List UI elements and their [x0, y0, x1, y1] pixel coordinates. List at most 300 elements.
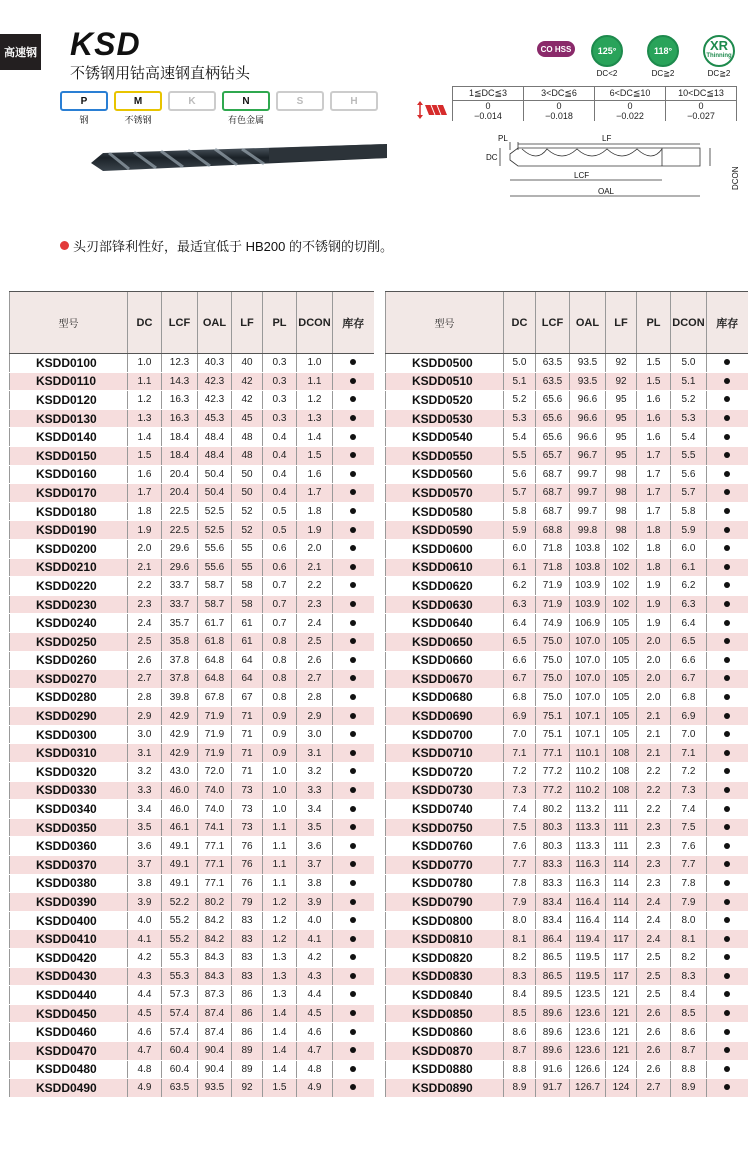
table-row — [10, 372, 374, 391]
value-cell: 5.5 — [671, 446, 707, 465]
col-oal: OAL — [198, 292, 232, 354]
value-cell: 84.2 — [198, 911, 232, 930]
stock-cell — [707, 949, 748, 968]
in-stock-icon — [350, 750, 356, 756]
value-cell: 3.9 — [128, 893, 162, 912]
table-row — [10, 930, 374, 949]
model-cell: KSDD0270 — [10, 670, 128, 689]
value-cell: 95 — [606, 391, 637, 410]
value-cell: 2.3 — [637, 856, 671, 875]
value-cell: 74.1 — [198, 818, 232, 837]
value-cell: 52.5 — [198, 521, 232, 540]
model-cell: KSDD0510 — [386, 372, 504, 391]
value-cell: 71.9 — [198, 707, 232, 726]
stock-cell — [333, 632, 374, 651]
in-stock-icon — [350, 694, 356, 700]
value-cell: 83 — [232, 911, 263, 930]
in-stock-icon — [350, 396, 356, 402]
value-cell: 3.4 — [297, 800, 333, 819]
col-dcon: DCON — [671, 292, 707, 354]
value-cell: 89.6 — [536, 1041, 570, 1060]
in-stock-icon — [724, 452, 730, 458]
value-cell: 37.8 — [162, 651, 198, 670]
stock-cell — [333, 595, 374, 614]
in-stock-icon — [350, 452, 356, 458]
stock-cell — [707, 670, 748, 689]
table-row — [386, 1060, 748, 1079]
value-cell: 14.3 — [162, 372, 198, 391]
stock-cell — [333, 614, 374, 633]
value-cell: 2.5 — [637, 949, 671, 968]
stock-cell — [707, 391, 748, 410]
value-cell: 83.4 — [536, 911, 570, 930]
value-cell: 86.5 — [536, 967, 570, 986]
stock-cell — [333, 354, 374, 373]
in-stock-icon — [724, 954, 730, 960]
value-cell: 1.2 — [263, 930, 297, 949]
value-cell: 46.1 — [162, 818, 198, 837]
value-cell: 64 — [232, 651, 263, 670]
value-cell: 5.8 — [671, 502, 707, 521]
value-cell: 0.8 — [263, 632, 297, 651]
value-cell: 1.3 — [263, 986, 297, 1005]
model-cell: KSDD0390 — [10, 893, 128, 912]
badge-caption: DC<2 — [596, 69, 618, 78]
value-cell: 114 — [606, 874, 637, 893]
value-cell: 0.3 — [263, 372, 297, 391]
value-cell: 2.8 — [297, 688, 333, 707]
value-cell: 126.6 — [570, 1060, 606, 1079]
value-cell: 1.8 — [297, 502, 333, 521]
stock-cell — [707, 781, 748, 800]
value-cell: 1.2 — [263, 893, 297, 912]
model-cell: KSDD0250 — [10, 632, 128, 651]
value-cell: 117 — [606, 949, 637, 968]
table-row — [386, 707, 748, 726]
value-cell: 1.1 — [263, 874, 297, 893]
value-cell: 18.4 — [162, 446, 198, 465]
value-cell: 4.1 — [128, 930, 162, 949]
value-cell: 3.3 — [297, 781, 333, 800]
value-cell: 1.0 — [297, 354, 333, 373]
in-stock-icon — [724, 973, 730, 979]
table-row — [386, 1004, 748, 1023]
value-cell: 2.1 — [128, 558, 162, 577]
value-cell: 0.9 — [263, 707, 297, 726]
stock-cell — [333, 874, 374, 893]
in-stock-icon — [350, 824, 356, 830]
product-subtitle: 不锈钢用钴高速钢直柄钻头 — [70, 65, 251, 82]
value-cell: 119.5 — [570, 949, 606, 968]
table-row — [10, 967, 374, 986]
material-code-box: S — [276, 91, 324, 111]
value-cell: 42.9 — [162, 744, 198, 763]
in-stock-icon — [724, 620, 730, 626]
table-row — [10, 484, 374, 503]
value-cell: 83 — [232, 949, 263, 968]
value-cell: 99.7 — [570, 484, 606, 503]
material-p — [60, 91, 108, 125]
tolerance-lower: −0.018 — [524, 111, 595, 121]
value-cell: 7.1 — [671, 744, 707, 763]
tolerance-table — [452, 86, 737, 121]
stock-cell — [707, 874, 748, 893]
value-cell: 63.5 — [536, 372, 570, 391]
table-row — [10, 874, 374, 893]
value-cell: 2.2 — [637, 800, 671, 819]
value-cell: 3.6 — [297, 837, 333, 856]
value-cell: 75.1 — [536, 707, 570, 726]
value-cell: 7.3 — [504, 781, 536, 800]
in-stock-icon — [724, 527, 730, 533]
value-cell: 7.4 — [671, 800, 707, 819]
value-cell: 2.3 — [637, 874, 671, 893]
value-cell: 58.7 — [198, 595, 232, 614]
value-cell: 5.2 — [671, 391, 707, 410]
value-cell: 8.4 — [671, 986, 707, 1005]
model-cell: KSDD0790 — [386, 893, 504, 912]
value-cell: 77.1 — [198, 856, 232, 875]
in-stock-icon — [724, 750, 730, 756]
value-cell: 105 — [606, 688, 637, 707]
bullet-icon — [60, 241, 69, 250]
value-cell: 6.6 — [504, 651, 536, 670]
in-stock-icon — [724, 936, 730, 942]
value-cell: 106.9 — [570, 614, 606, 633]
tolerance-range: 6<DC≦10 — [595, 87, 666, 101]
value-cell: 43.0 — [162, 763, 198, 782]
stock-cell — [707, 1004, 748, 1023]
value-cell: 3.1 — [297, 744, 333, 763]
value-cell: 2.1 — [637, 707, 671, 726]
in-stock-icon — [724, 434, 730, 440]
value-cell: 52.5 — [198, 502, 232, 521]
in-stock-icon — [350, 843, 356, 849]
value-cell: 0.7 — [263, 577, 297, 596]
model-cell: KSDD0650 — [386, 632, 504, 651]
table-row — [386, 558, 748, 577]
value-cell: 3.3 — [128, 781, 162, 800]
value-cell: 2.2 — [637, 763, 671, 782]
pl-label: PL — [498, 134, 508, 143]
in-stock-icon — [350, 1084, 356, 1090]
model-cell: KSDD0540 — [386, 428, 504, 447]
value-cell: 1.1 — [297, 372, 333, 391]
in-stock-icon — [350, 861, 356, 867]
value-cell: 55.6 — [198, 539, 232, 558]
value-cell: 108 — [606, 781, 637, 800]
angle-icon: 125° — [591, 35, 623, 67]
stock-cell — [707, 409, 748, 428]
value-cell: 75.0 — [536, 651, 570, 670]
model-cell: KSDD0820 — [386, 949, 504, 968]
in-stock-icon — [350, 880, 356, 886]
value-cell: 3.7 — [297, 856, 333, 875]
value-cell: 20.4 — [162, 465, 198, 484]
table-row — [386, 465, 748, 484]
value-cell: 2.0 — [297, 539, 333, 558]
in-stock-icon — [724, 917, 730, 923]
value-cell: 8.6 — [671, 1023, 707, 1042]
value-cell: 29.6 — [162, 539, 198, 558]
value-cell: 76 — [232, 837, 263, 856]
in-stock-icon — [724, 806, 730, 812]
value-cell: 5.9 — [671, 521, 707, 540]
value-cell: 3.5 — [128, 818, 162, 837]
value-cell: 7.8 — [671, 874, 707, 893]
in-stock-icon — [724, 489, 730, 495]
value-cell: 7.1 — [504, 744, 536, 763]
table-row — [10, 502, 374, 521]
value-cell: 7.9 — [671, 893, 707, 912]
in-stock-icon — [724, 545, 730, 551]
value-cell: 49.1 — [162, 837, 198, 856]
value-cell: 67.8 — [198, 688, 232, 707]
table-row — [386, 967, 748, 986]
value-cell: 107.0 — [570, 651, 606, 670]
material-h — [330, 91, 378, 125]
value-cell: 86 — [232, 1004, 263, 1023]
value-cell: 80.3 — [536, 818, 570, 837]
value-cell: 107.0 — [570, 670, 606, 689]
value-cell: 114 — [606, 911, 637, 930]
value-cell: 96.7 — [570, 446, 606, 465]
value-cell: 6.4 — [671, 614, 707, 633]
model-cell: KSDD0780 — [386, 874, 504, 893]
in-stock-icon — [350, 1029, 356, 1035]
model-cell: KSDD0150 — [10, 446, 128, 465]
in-stock-icon — [350, 638, 356, 644]
in-stock-icon — [350, 378, 356, 384]
value-cell: 96.6 — [570, 409, 606, 428]
table-row — [386, 1023, 748, 1042]
in-stock-icon — [350, 991, 356, 997]
value-cell: 49.1 — [162, 856, 198, 875]
model-cell: KSDD0580 — [386, 502, 504, 521]
value-cell: 50 — [232, 484, 263, 503]
value-cell: 89 — [232, 1041, 263, 1060]
value-cell: 33.7 — [162, 577, 198, 596]
col-dcon: DCON — [297, 292, 333, 354]
value-cell: 1.8 — [637, 521, 671, 540]
value-cell: 58 — [232, 595, 263, 614]
value-cell: 55.3 — [162, 967, 198, 986]
value-cell: 107.1 — [570, 707, 606, 726]
value-cell: 2.0 — [128, 539, 162, 558]
value-cell: 40 — [232, 354, 263, 373]
value-cell: 4.0 — [297, 911, 333, 930]
table-row — [10, 763, 374, 782]
model-cell: KSDD0620 — [386, 577, 504, 596]
model-cell: KSDD0110 — [10, 372, 128, 391]
value-cell: 113.3 — [570, 837, 606, 856]
stock-cell — [333, 428, 374, 447]
model-cell: KSDD0100 — [10, 354, 128, 373]
table-row — [10, 539, 374, 558]
value-cell: 5.7 — [671, 484, 707, 503]
stock-cell — [707, 651, 748, 670]
value-cell: 52 — [232, 521, 263, 540]
col-stock: 库存 — [707, 292, 748, 354]
stock-cell — [707, 763, 748, 782]
in-stock-icon — [724, 880, 730, 886]
stock-cell — [707, 632, 748, 651]
value-cell: 35.7 — [162, 614, 198, 633]
value-cell: 7.3 — [671, 781, 707, 800]
model-cell: KSDD0130 — [10, 409, 128, 428]
value-cell: 1.4 — [128, 428, 162, 447]
value-cell: 0.3 — [263, 409, 297, 428]
material-code-box: P — [60, 91, 108, 111]
in-stock-icon — [350, 768, 356, 774]
model-cell: KSDD0830 — [386, 967, 504, 986]
table-row — [386, 595, 748, 614]
value-cell: 6.8 — [671, 688, 707, 707]
value-cell: 55 — [232, 539, 263, 558]
table-row — [10, 391, 374, 410]
value-cell: 1.7 — [297, 484, 333, 503]
value-cell: 0.6 — [263, 539, 297, 558]
value-cell: 68.7 — [536, 484, 570, 503]
value-cell: 121 — [606, 1041, 637, 1060]
in-stock-icon — [350, 1010, 356, 1016]
table-row — [386, 874, 748, 893]
model-cell: KSDD0180 — [10, 502, 128, 521]
value-cell: 2.9 — [128, 707, 162, 726]
value-cell: 5.1 — [504, 372, 536, 391]
model-cell: KSDD0300 — [10, 725, 128, 744]
in-stock-icon — [350, 917, 356, 923]
value-cell: 98 — [606, 465, 637, 484]
table-row — [386, 391, 748, 410]
value-cell: 1.3 — [128, 409, 162, 428]
value-cell: 8.6 — [504, 1023, 536, 1042]
value-cell: 4.3 — [297, 967, 333, 986]
table-row — [10, 354, 374, 373]
table-row — [386, 781, 748, 800]
model-cell: KSDD0380 — [10, 874, 128, 893]
value-cell: 2.2 — [637, 781, 671, 800]
value-cell: 0.7 — [263, 614, 297, 633]
value-cell: 75.0 — [536, 670, 570, 689]
model-cell: KSDD0840 — [386, 986, 504, 1005]
model-cell: KSDD0660 — [386, 651, 504, 670]
stock-cell — [707, 521, 748, 540]
stock-cell — [707, 744, 748, 763]
value-cell: 1.5 — [637, 354, 671, 373]
in-stock-icon — [350, 489, 356, 495]
stock-cell — [333, 409, 374, 428]
value-cell: 5.7 — [504, 484, 536, 503]
value-cell: 61 — [232, 632, 263, 651]
value-cell: 42.3 — [198, 391, 232, 410]
stock-cell — [333, 670, 374, 689]
value-cell: 55.6 — [198, 558, 232, 577]
value-cell: 39.8 — [162, 688, 198, 707]
stock-cell — [707, 818, 748, 837]
value-cell: 71.9 — [198, 725, 232, 744]
value-cell: 1.2 — [263, 911, 297, 930]
model-cell: KSDD0700 — [386, 725, 504, 744]
stock-cell — [707, 484, 748, 503]
in-stock-icon — [724, 378, 730, 384]
material-label — [168, 113, 216, 125]
value-cell: 71 — [232, 763, 263, 782]
value-cell: 3.5 — [297, 818, 333, 837]
value-cell: 105 — [606, 670, 637, 689]
in-stock-icon — [724, 471, 730, 477]
model-cell: KSDD0670 — [386, 670, 504, 689]
value-cell: 63.5 — [536, 354, 570, 373]
value-cell: 55.2 — [162, 930, 198, 949]
value-cell: 6.6 — [671, 651, 707, 670]
in-stock-icon — [350, 601, 356, 607]
tolerance-upper: 0 — [666, 101, 737, 112]
model-cell: KSDD0880 — [386, 1060, 504, 1079]
value-cell: 1.8 — [637, 558, 671, 577]
model-cell: KSDD0730 — [386, 781, 504, 800]
value-cell: 8.7 — [671, 1041, 707, 1060]
value-cell: 77.1 — [198, 837, 232, 856]
value-cell: 7.5 — [504, 818, 536, 837]
value-cell: 3.4 — [128, 800, 162, 819]
in-stock-icon — [350, 1066, 356, 1072]
spec-table-right — [385, 291, 748, 1098]
value-cell: 1.9 — [128, 521, 162, 540]
value-cell: 46.0 — [162, 781, 198, 800]
in-stock-icon — [724, 768, 730, 774]
value-cell: 48.4 — [198, 428, 232, 447]
stock-cell — [333, 725, 374, 744]
table-row — [10, 465, 374, 484]
model-cell: KSDD0460 — [10, 1023, 128, 1042]
value-cell: 4.7 — [128, 1041, 162, 1060]
value-cell: 96.6 — [570, 391, 606, 410]
model-cell: KSDD0350 — [10, 818, 128, 837]
value-cell: 1.0 — [263, 763, 297, 782]
table-row — [10, 893, 374, 912]
table-row — [10, 521, 374, 540]
value-cell: 6.9 — [671, 707, 707, 726]
value-cell: 103.8 — [570, 539, 606, 558]
value-cell: 5.8 — [504, 502, 536, 521]
in-stock-icon — [350, 527, 356, 533]
table-row — [386, 539, 748, 558]
value-cell: 61.8 — [198, 632, 232, 651]
value-cell: 71 — [232, 707, 263, 726]
table-row — [10, 409, 374, 428]
stock-cell — [333, 651, 374, 670]
value-cell: 79 — [232, 893, 263, 912]
in-stock-icon — [350, 675, 356, 681]
stock-cell — [707, 1060, 748, 1079]
value-cell: 8.1 — [504, 930, 536, 949]
table-row — [10, 911, 374, 930]
feature-badges — [537, 35, 747, 83]
table-row — [386, 837, 748, 856]
col-oal: OAL — [570, 292, 606, 354]
value-cell: 91.6 — [536, 1060, 570, 1079]
stock-cell — [707, 856, 748, 875]
value-cell: 4.0 — [128, 911, 162, 930]
in-stock-icon — [350, 954, 356, 960]
value-cell: 86.5 — [536, 949, 570, 968]
stock-cell — [333, 521, 374, 540]
value-cell: 0.4 — [263, 446, 297, 465]
col-model: 型号 — [10, 292, 128, 354]
value-cell: 7.4 — [504, 800, 536, 819]
stock-cell — [333, 837, 374, 856]
